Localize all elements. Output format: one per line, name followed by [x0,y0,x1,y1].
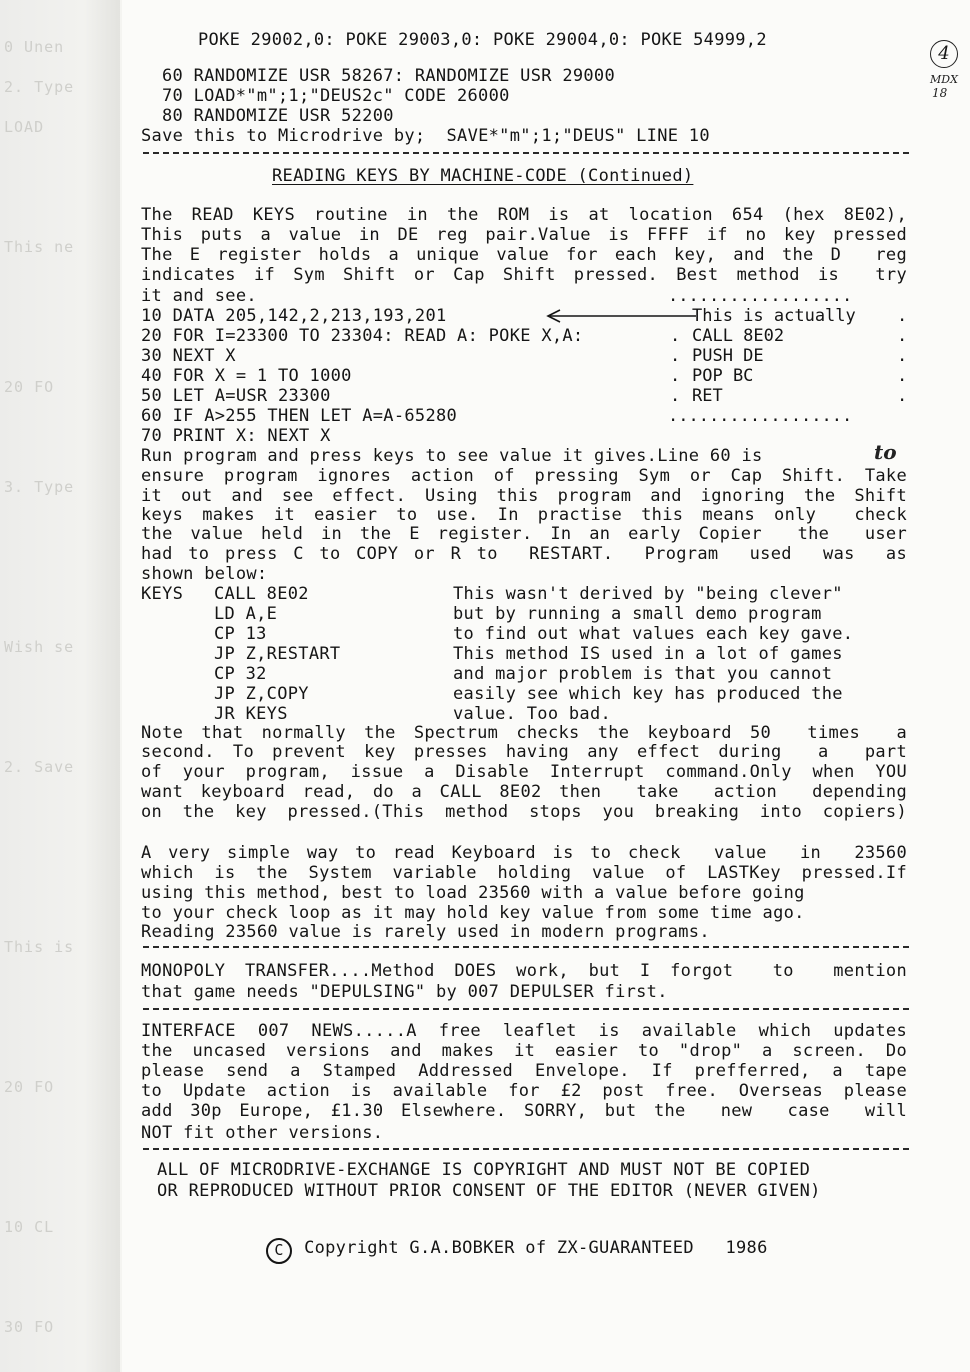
keys-code-line: LD A,E [214,604,278,624]
bleed-through-text: 3. Type [4,478,75,496]
run-line-4: keys makes it easier to use. In practise this means only check [141,505,907,525]
dashed-divider [143,152,909,154]
keys-code-line: JR KEYS [214,704,288,724]
interrupt-line-1: Note that normally the Spectrum checks the keyboard 50 times a [141,723,907,743]
handwritten-correction: to [874,440,897,464]
bleed-through-text: 2. Type [4,78,75,96]
keys-code-line: CP 13 [214,624,267,644]
copyright-notice-line-2: OR REPRODUCED WITHOUT PRIOR CONSENT OF THE EDITOR (NEVER GIVEN) [157,1181,821,1201]
dashed-divider [143,1008,909,1010]
run-line-7: shown below: [141,564,268,584]
bleed-through-text: 20 FO [4,1078,55,1096]
intro-line-2: This puts a value in DE reg pair.Value is FFFF if no key pressed [141,225,907,245]
bleed-through-text: 30 FO [4,1318,55,1336]
keys-code-line: CP 32 [214,664,267,684]
section-title: READING KEYS BY MACHINE-CODE (Continued) [272,166,694,186]
interface-line-3: please send a Stamped Addressed Envelope. If prefferred, a tape [141,1061,907,1081]
margin-note-line-1: MDX [930,73,958,86]
left-arrow-icon [538,306,698,326]
asm-box-bottom-border: .................. [668,406,853,426]
keys-code-line: JP Z,COPY [214,684,309,704]
code-line-70: 70 LOAD*"m";1;"DEUS2c" CODE 26000 [162,86,510,106]
poke-line: POKE 29002,0: POKE 29003,0: POKE 29004,0: POKE 54999,2 [198,30,767,50]
basic-line-20: 20 FOR I=23300 TO 23304: READ A: POKE X,A: [141,326,584,346]
lastk-line-3: using this method, best to load 23560 with a value before going [141,883,805,903]
code-line-80: 80 RANDOMIZE USR 52200 [162,106,394,126]
lastk-line-1: A very simple way to read Keyboard is to check value in 23560 [141,843,907,863]
run-line-2: ensure program ignores action of pressing Sym or Cap Shift. Take [141,466,907,486]
interrupt-line-2: second. To prevent key presses having any effect during a part [141,742,907,762]
keys-comment-line: This wasn't derived by "being clever" [453,584,843,604]
code-line-60: 60 RANDOMIZE USR 58267: RANDOMIZE USR 29000 [162,66,615,86]
dashed-divider [143,1148,909,1150]
interrupt-line-4: want keyboard read, do a CALL 8E02 then take action depending [141,782,907,802]
basic-line-10: 10 DATA 205,142,2,213,193,201 [141,306,447,326]
asm-line: PUSH DE [692,346,764,366]
keys-label: KEYS [141,584,184,604]
bleed-through-text: 2. Save [4,758,75,776]
basic-line-50: 50 LET A=USR 23300 [141,386,331,406]
run-line-1: Run program and press keys to see value it gives.Line 60 is [141,446,763,466]
page-number-mark: 4 [930,40,958,68]
intro-line-4: indicates if Sym Shift or Cap Shift pressed. Best method is try [141,265,907,285]
copyright-icon: C [266,1238,292,1264]
bleed-through-text: 10 CL [4,1218,55,1236]
keys-comment-line: to find out what values each key gave. [453,624,854,644]
interface-line-1: INTERFACE 007 NEWS.....A free leaflet is available which updates [141,1021,907,1041]
bleed-through-text: This is [4,938,75,956]
keys-comment-line: and major problem is that you cannot [453,664,833,684]
asm-box-top-border: .................. [668,286,853,306]
interface-line-5: add 30p Europe, £1.30 Elsewhere. SORRY, but the new case will [141,1101,907,1121]
keys-comment-line: but by running a small demo program [453,604,822,624]
dashed-divider [143,946,909,948]
keys-comment-line: value. Too bad. [453,704,612,724]
interrupt-line-3: of your program, issue a Disable Interrupt command.Only when YOU [141,762,907,782]
keys-comment-line: easily see which key has produced the [453,684,843,704]
basic-line-60: 60 IF A>255 THEN LET A=A-65280 [141,406,458,426]
bleed-through-text: 20 FO [4,378,55,396]
bleed-through-text: This ne [4,238,75,256]
basic-line-40: 40 FOR X = 1 TO 1000 [141,366,352,386]
footer [245,1218,768,1264]
asm-line: POP BC [692,366,754,386]
bleed-through-text: LOAD [4,118,45,136]
save-instruction: Save this to Microdrive by; SAVE*"m";1;"DEUS" LINE 10 [141,126,710,146]
bleed-through-text: Wish se [4,638,75,656]
monopoly-line-1: MONOPOLY TRANSFER....Method DOES work, but I forgot to mention [141,961,907,981]
keys-comment-line: This method IS used in a lot of games [453,644,843,664]
intro-line-3: The E register holds a unique value for each key, and the D reg [141,245,907,265]
lastk-line-5: Reading 23560 value is rarely used in modern programs. [141,922,710,942]
bleed-through-text: 0 Unen [4,38,65,56]
intro-line-1: The READ KEYS routine in the ROM is at location 654 (hex 8E02), [141,205,907,225]
margin-note-line-2: 18 [932,86,948,100]
lastk-line-2: which is the System variable holding value of LASTKey pressed.If [141,863,907,883]
basic-line-30: 30 NEXT X [141,346,236,366]
copyright-notice-line-1: ALL OF MICRODRIVE-EXCHANGE IS COPYRIGHT AND MUST NOT BE COPIED [157,1160,811,1180]
run-line-3: it out and see effect. Using this program and ignoring the Shift [141,486,907,506]
interface-line-4: to Update action is available for £2 post free. Overseas please [141,1081,907,1101]
intro-line-5: it and see. [141,286,257,306]
interrupt-line-5: on the key pressed.(This method stops you breaking into copiers) [141,802,907,822]
interface-line-2: the uncased versions and makes it easier to "drop" a screen. Do [141,1041,907,1061]
previous-page-gutter [0,0,120,1372]
lastk-line-4: to your check loop as it may hold key value from some time ago. [141,903,805,923]
keys-code-line: JP Z,RESTART [214,644,341,664]
monopoly-line-2: that game needs "DEPULSING" by 007 DEPULSER first. [141,982,668,1002]
run-line-6: had to press C to COPY or R to RESTART. Program used was as [141,544,907,564]
interface-line-6: NOT fit other versions. [141,1123,384,1143]
asm-box-header: This is actually [692,306,856,326]
run-line-5: the value held in the E register. In an early Copier the user [141,524,907,544]
basic-line-70: 70 PRINT X: NEXT X [141,426,331,446]
asm-line: RET [692,386,723,406]
asm-line: CALL 8E02 [692,326,785,346]
footer-text: Copyright G.A.BOBKER of ZX-GUARANTEED 1986 [304,1238,768,1258]
keys-code-line: CALL 8E02 [214,584,309,604]
